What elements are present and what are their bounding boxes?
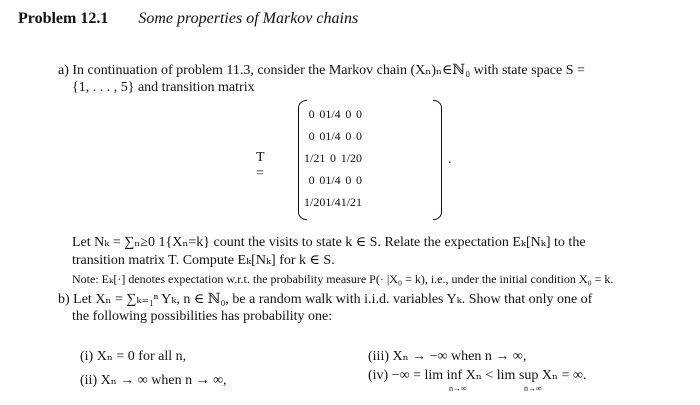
matrix-period: . — [448, 152, 452, 167]
matrix-cell: 1/2 — [304, 150, 320, 165]
matrix-row — [304, 103, 362, 125]
matrix-cell: 0 — [308, 172, 315, 187]
matrix-cell: 1 — [356, 194, 363, 209]
matrix-cell: 0 — [319, 194, 326, 209]
part-b-line-1: b) Let Xₙ = ∑ₖ₌₁ⁿ Yₖ, n ∈ ℕ₀, be a random walk with i.i.d. variables Yₖ. Show that only one of — [58, 292, 593, 307]
matrix-cell: 1 — [319, 150, 326, 165]
matrix-right-bracket — [433, 100, 442, 220]
matrix-cell: 1/4 — [325, 172, 341, 187]
limsup-subscript: n→∞ — [524, 384, 542, 393]
matrix-cell: 1/2 — [304, 194, 320, 209]
option-iv: (iv) −∞ = lim inf Xₙ < lim sup Xₙ = ∞. — [368, 368, 587, 383]
matrix-cell: 0 — [345, 172, 352, 187]
part-b-line-2: the following possibilities has probability one: — [72, 309, 333, 324]
matrix-cell: 0 — [319, 172, 326, 187]
matrix-cell: 0 — [356, 106, 363, 121]
matrix-cell: 1/4 — [325, 194, 341, 209]
matrix-row — [304, 191, 362, 213]
part-a-line-1: a) In continuation of problem 11.3, consider the Markov chain (Xₙ)ₙ∈ℕ₀ with state space S = — [58, 63, 585, 78]
matrix-table — [304, 103, 362, 213]
matrix-cell: 1/4 — [325, 106, 341, 121]
problem-number: Problem 12.1 — [18, 10, 109, 27]
option-ii: (ii) Xₙ → ∞ when n → ∞, — [80, 373, 227, 388]
matrix-row — [304, 125, 362, 147]
part-a-note: Note: Eₖ[·] denotes expectation w.r.t. the probability measure P(· |X₀ = k), i.e., under the initial condition X₀ = k. — [72, 272, 614, 286]
part-a-line-2: {1, . . . , 5} and transition matrix — [72, 80, 255, 95]
matrix-cell: 0 — [345, 106, 352, 121]
matrix-cell: 0 — [308, 106, 315, 121]
matrix-cell: 0 — [330, 150, 337, 165]
matrix-cell: 0 — [356, 172, 363, 187]
problem-header — [18, 10, 358, 28]
problem-topic: Some properties of Markov chains — [138, 10, 359, 27]
liminf-subscript: n→∞ — [449, 384, 467, 393]
matrix-cell: 0 — [356, 128, 363, 143]
matrix-cell: 0 — [356, 150, 363, 165]
option-iii: (iii) Xₙ → −∞ when n → ∞, — [368, 349, 527, 364]
option-i: (i) Xₙ = 0 for all n, — [80, 349, 187, 364]
matrix-cell: 1/4 — [325, 128, 341, 143]
matrix-cell: 0 — [319, 106, 326, 121]
part-a-line-3: Let Nₖ = ∑ₙ≥0 1{Xₙ=k} count the visits to state k ∈ S. Relate the expectation Eₖ[Nₖ] to the — [72, 235, 586, 250]
matrix-row — [304, 169, 362, 191]
matrix-row — [304, 147, 362, 169]
matrix-cell: 1/2 — [340, 194, 357, 209]
matrix-cell: 0 — [308, 128, 315, 143]
matrix-cell: 0 — [319, 128, 326, 143]
matrix-label: T = — [256, 150, 265, 181]
part-a-line-4: transition matrix T. Compute Eₖ[Nₖ] for k ∈ S. — [72, 253, 335, 268]
matrix-cell: 1/2 — [340, 150, 357, 165]
matrix-cell: 0 — [345, 128, 352, 143]
